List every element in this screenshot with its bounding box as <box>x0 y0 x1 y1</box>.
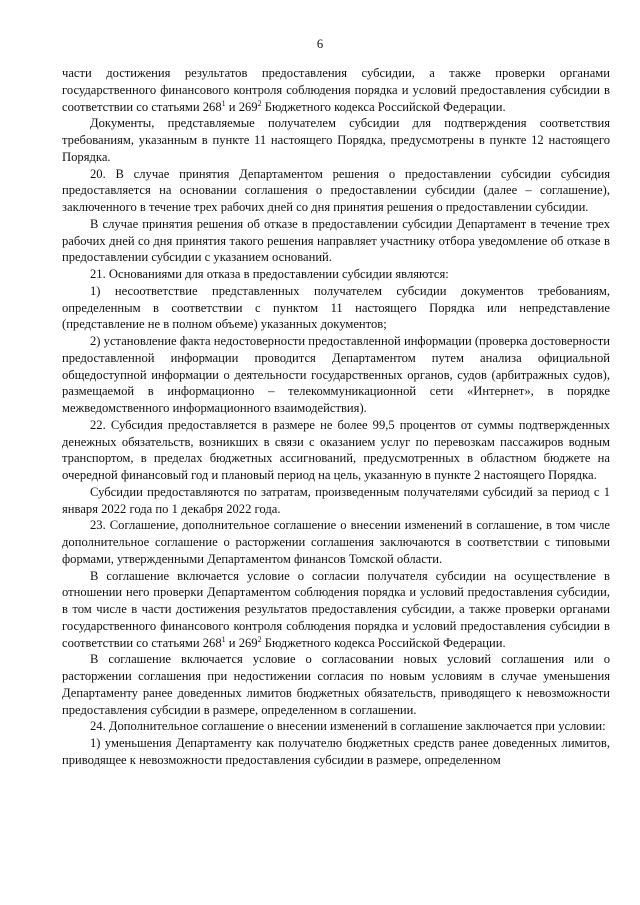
paragraph-14: 1) уменьшения Департаменту как получателю бюджетных средств ранее доведенных лимитов, приводящее к невозможности предоставления субсидии в размере, определенном <box>62 736 610 767</box>
page-number: 6 <box>316 37 324 51</box>
paragraph-1-text-b: и 269 <box>225 99 258 114</box>
document-body <box>62 65 610 769</box>
paragraph-11-text-a: В соглашение включается условие о согласии получателя субсидии на осуществление в отношении него проверки Департаментом соблюдения порядка и условий предоставления субсидии, в том числе в части достижения результатов предоставления субсидии, а также проверки органами государственного финансового контроля соблюдения порядка и условий предоставления субсидии в соответствии со статьями 268 <box>62 568 610 650</box>
paragraph-12: В соглашение включается условие о согласовании новых условий соглашения или о расторжении соглашения при недостижении согласия по новым условиям в случае уменьшения Департаменту ранее доведенных лимитов бюджетных обязательств, приводящего к невозможности предоставления субсидии в размере, определенном в соглашении. <box>62 652 610 717</box>
paragraph-7: 2) установление факта недостоверности предоставленной информации (проверка достоверности предоставленной информации проводится Департаментом путем анализа официальной общедоступной информации о деятельности государственных органов, судов (арбитражных судов), размещаемой в информационно – телекоммуникационной сети «Интернет», в порядке межведомственного информационного взаимодействия). <box>62 334 610 415</box>
paragraph-11 <box>62 568 610 652</box>
paragraph-2: Документы, представляемые получателем субсидии для подтверждения соответствия требованиям, указанным в пункте 11 настоящего Порядка, предусмотрены в пункте 12 настоящего Порядка. <box>62 116 610 164</box>
paragraph-11-text-b: и 269 <box>225 635 258 650</box>
paragraph-6: 1) несоответствие представленных получателем субсидии документов требованиям, определенным в соответствии с пунктом 11 настоящего Порядка или непредставление (представление не в полном объеме) указанных документов; <box>62 283 610 332</box>
paragraph-8: 22. Субсидия предоставляется в размере не более 99,5 процентов от суммы подтвержденных денежных обязательств, возникших в связи с оказанием услуг по перевозкам пассажиров водным транспортом, в пределах бюджетных ассигнований, предусмотренных в областном бюджете на очередной финансовый год и плановый период на цель, указанную в пункте 2 настоящего Порядка. <box>62 417 610 482</box>
paragraph-1-text-a: части достижения результатов предоставления субсидии, а также проверки органами государственного финансового контроля соблюдения порядка и условий предоставления субсидии в соответствии со статьями 268 <box>62 66 610 114</box>
superscript-4: 2 <box>257 634 262 644</box>
superscript-3: 1 <box>221 634 226 644</box>
paragraph-4: В случае принятия решения об отказе в предоставлении субсидии Департамент в течение трех рабочих дней со дня принятия такого решения направляет участнику отбора уведомление об отказе в предоставлении субсидии с указанием оснований. <box>62 216 610 265</box>
paragraph-10: 23. Соглашение, дополнительное соглашение о внесении изменений в соглашение, в том числе дополнительное соглашение о расторжении соглашения заключаются в соответствии с типовыми формами, утвержденными Департаментом финансов Томской области. <box>62 518 610 566</box>
superscript-2: 2 <box>257 98 262 108</box>
paragraph-11-text-c: Бюджетного кодекса Российской Федерации. <box>261 635 506 650</box>
paragraph-1-text-c: Бюджетного кодекса Российской Федерации. <box>261 99 506 114</box>
paragraph-1 <box>62 65 610 115</box>
paragraph-13: 24. Дополнительное соглашение о внесении изменений в соглашение заключается при условии: <box>90 719 606 734</box>
paragraph-5: 21. Основаниями для отказа в предоставлении субсидии являются: <box>90 267 449 281</box>
paragraph-3: 20. В случае принятия Департаментом решения о предоставлении субсидии субсидия предоставляется на основании соглашения о предоставлении субсидии (далее – соглашение), заключенного в течение трех рабочих дней со дня принятия решения о предоставлении субсидии. <box>62 166 610 214</box>
paragraph-9: Субсидии предоставляются по затратам, произведенным получателями субсидий за период с 1 января 2022 года по 1 декабря 2022 года. <box>62 484 610 516</box>
superscript-1: 1 <box>221 98 226 108</box>
